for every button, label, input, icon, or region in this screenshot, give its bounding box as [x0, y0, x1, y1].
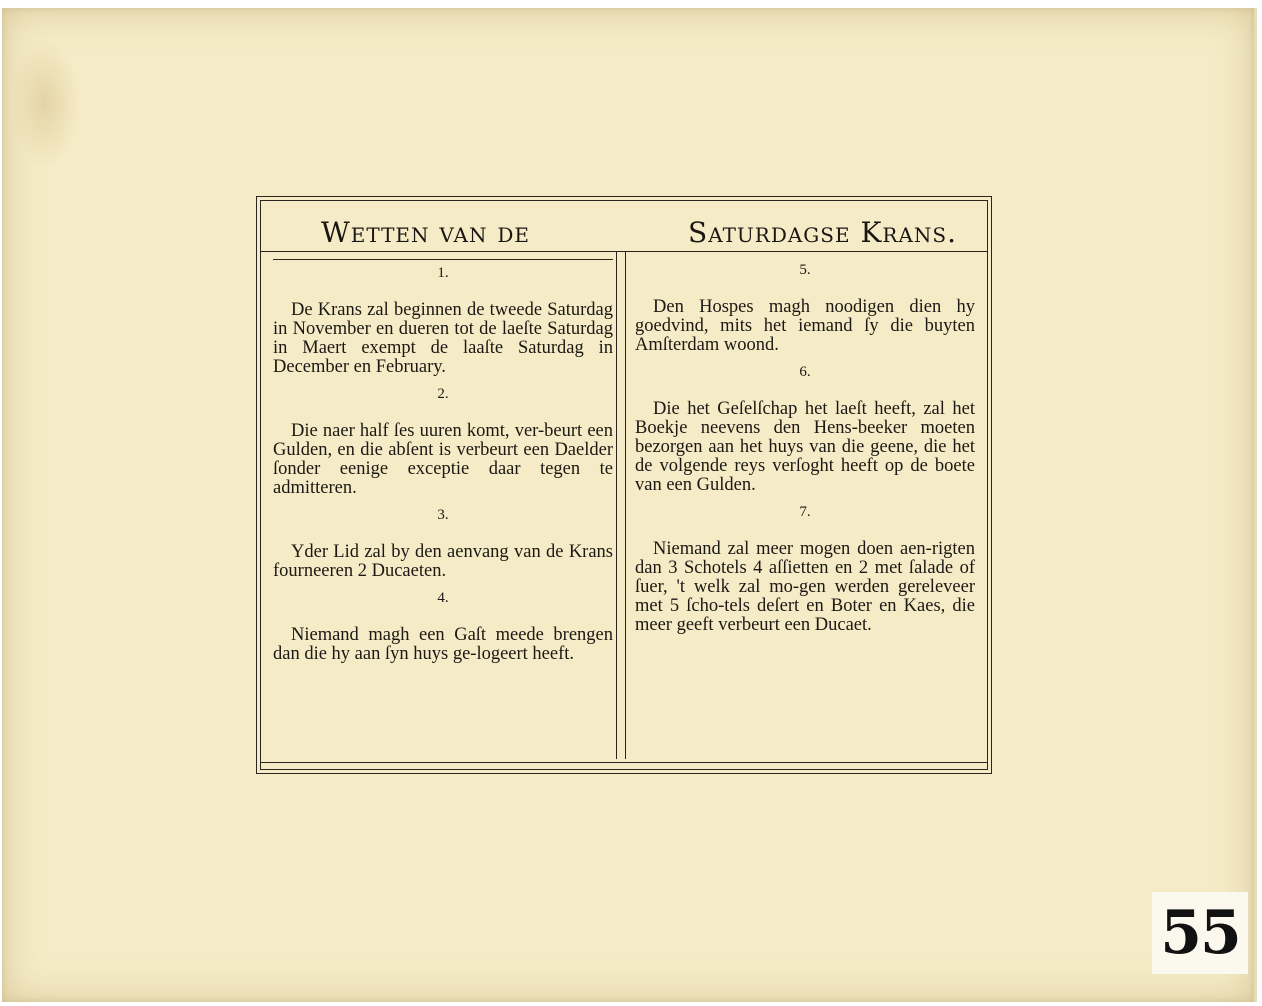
law-7: [635, 503, 975, 635]
law-text: Die naer half ſes uuren komt, ver-beurt een Gulden, en die abſent is verbeurt een Daelder ſonder eenige exceptie daar tegen te admitteren.: [273, 421, 613, 498]
law-text: Niemand zal meer mogen doen aen-rigten dan 3 Schotels 4 aſſietten en 2 met ſalade of ſuer, 't welk zal mo-gen werden gereleveer met 5 ſcho-tels deſert en Boter en Kaes, die meer geeft verbeurt een Ducaet.: [635, 539, 975, 635]
law-text: Die het Geſelſchap het laeſt heeft, zal het Boekje neevens den Hens-beeker moeten bezorgen aan het huys van die geene, die het de volgende reys verſoght heeft op de boete van een Gulden.: [635, 399, 975, 495]
law-number: 1.: [437, 265, 449, 281]
laws-left-column: [273, 257, 613, 672]
law-number: 7.: [799, 504, 811, 520]
law-number: 4.: [437, 590, 449, 606]
law-text: Niemand magh een Gaſt meede brengen dan die hy aan ſyn huys ge-logeert heeft.: [273, 625, 613, 664]
title-left: Wetten van de: [321, 215, 530, 249]
law-number: 3.: [437, 507, 449, 523]
laws-right-column: [635, 257, 975, 643]
law-number: 2.: [437, 386, 449, 402]
law-2: [273, 385, 613, 498]
page-title: [261, 213, 987, 252]
law-6: [635, 363, 975, 495]
law-5: [635, 261, 975, 355]
column-rule: [273, 259, 613, 260]
law-text: Den Hospes magh noodigen dien hy goedvind, mits het iemand ſy die buyten Amſterdam woond.: [635, 297, 975, 355]
title-right: Saturdagse Krans.: [688, 215, 957, 249]
document-frame: [260, 200, 988, 770]
page-number-label: 55: [1152, 892, 1248, 974]
law-text: Yder Lid zal by den aenvang van de Krans fourneeren 2 Ducaeten.: [273, 542, 613, 581]
bottom-rule: [261, 762, 987, 763]
paper-sheet: [2, 8, 1257, 1002]
law-number: 6.: [799, 364, 811, 380]
law-text: De Krans zal beginnen de tweede Saturdag in November en dueren tot de laeſte Saturdag in Maert exempt de laaſte Saturdag in December en February.: [273, 300, 613, 377]
stain-mark: [10, 38, 80, 168]
law-3: [273, 506, 613, 581]
law-number: 5.: [799, 262, 811, 278]
law-4: [273, 589, 613, 664]
law-1: [273, 264, 613, 377]
column-divider: [616, 251, 626, 759]
